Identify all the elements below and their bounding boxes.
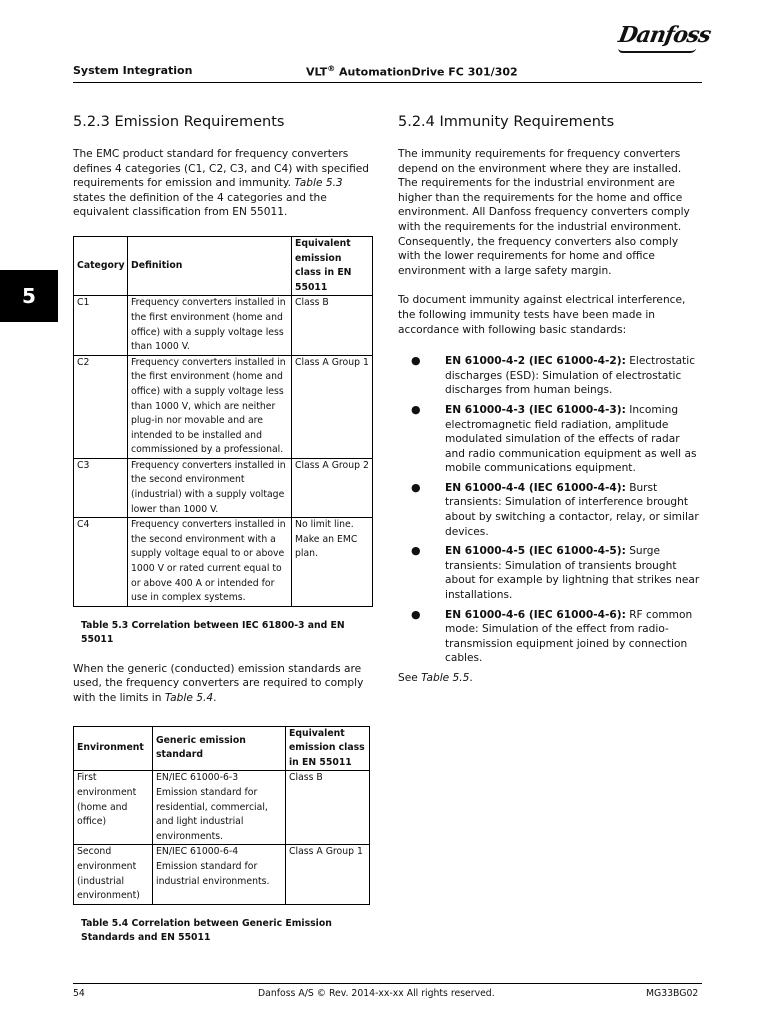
cell-definition: Frequency converters installed in the second environment with a supply voltage equal to or above 1000 V or rated current equal to or above 400 A or intended for use in complex systems. xyxy=(128,518,292,607)
table-5-4-caption: Table 5.4 Correlation between Generic Emission Standards and EN 55011 xyxy=(81,917,332,943)
cell-category: C2 xyxy=(74,355,128,458)
immunity-tests-para: To document immunity against electrical interference, the following immunity tests have been made in accordance with following basic standards: xyxy=(398,294,686,336)
logo-swash xyxy=(618,48,697,53)
table-header-row xyxy=(74,236,373,295)
para2-text-2: . xyxy=(213,692,217,704)
chapter-tab: 5 xyxy=(0,270,58,322)
header-rule xyxy=(73,82,702,83)
immunity-standards-list xyxy=(398,354,702,666)
intro-text-2: states the definition of the 4 categories and the equivalent classification from EN 55011. xyxy=(73,191,327,219)
footer-rule xyxy=(73,983,702,984)
logo-text: Danfoss xyxy=(616,22,713,48)
cell-environment: Second environment (industrial environment) xyxy=(74,845,153,904)
cell-equivalent: No limit line. Make an EMC plan. xyxy=(292,518,373,607)
table-row xyxy=(74,771,370,845)
col-header-definition: Definition xyxy=(128,236,292,295)
bullet-icon: ● xyxy=(411,354,421,368)
table-row xyxy=(74,518,373,607)
header-section-label: System Integration xyxy=(73,64,193,77)
standard-desc: Electrostatic discharges (ESD): Simulation of electrostatic discharges from human beings. xyxy=(445,355,696,397)
cell-category: C1 xyxy=(74,296,128,355)
list-item xyxy=(398,481,702,539)
registered-mark: ® xyxy=(327,64,336,73)
cell-equivalent: Class B xyxy=(286,771,370,845)
cell-standard: EN/IEC 61000-6-3 Emission standard for residential, commercial, and light industrial environments. xyxy=(153,771,286,845)
immunity-intro: The immunity requirements for frequency converters depend on the environment where they are installed. The requirements for the industrial environment are higher than the requirements for the home and office environment. All Danfoss frequency converters comply with the requirements for the industrial environment. Consequently, the frequency converters also comply with the lower requirements for home and office environment with a large safety margin. xyxy=(398,148,690,277)
standard-desc: Surge transients: Simulation of transients brought about for example by lightning that strikes near installations. xyxy=(445,545,700,602)
standard-name: EN 61000-4-6 (IEC 61000-4-6): xyxy=(445,608,626,621)
table-5-3 xyxy=(73,236,373,607)
table-ref-5-5[interactable]: Table 5.5 xyxy=(421,672,470,684)
see-table-para xyxy=(398,671,702,686)
cell-equivalent: Class A Group 1 xyxy=(292,355,373,458)
bullet-icon: ● xyxy=(411,402,421,416)
table-ref-5-3[interactable]: Table 5.3 xyxy=(294,177,343,190)
col-header-generic-standard: Generic emission standard xyxy=(153,726,286,771)
cell-environment: First environment (home and office) xyxy=(74,771,153,845)
bullet-icon: ● xyxy=(411,607,421,621)
list-item xyxy=(398,608,702,666)
table-header-row xyxy=(74,726,370,771)
cell-definition: Frequency converters installed in the first environment (home and office) with a supply voltage less than 1000 V, which are neither plug-in nor movable and are intended to be installed and commissioned by a professional. xyxy=(128,355,292,458)
emission-intro xyxy=(73,147,373,220)
table-5-3-caption: Table 5.3 Correlation between IEC 61800-3 and EN 55011 xyxy=(81,619,345,645)
cell-definition: Frequency converters installed in the second environment (industrial) with a supply voltage lower than 1000 V. xyxy=(128,458,292,517)
cell-category: C3 xyxy=(74,458,128,517)
section-title-emission: 5.2.3 Emission Requirements xyxy=(73,114,285,130)
cell-category: C4 xyxy=(74,518,128,607)
left-column xyxy=(73,114,373,945)
bullet-icon: ● xyxy=(411,544,421,558)
cell-definition: Frequency converters installed in the first environment (home and office) with a supply voltage less than 1000 V. xyxy=(128,296,292,355)
table-row xyxy=(74,355,373,458)
standard-desc: RF common mode: Simulation of the effect from radio-transmission equipment joined by connection cables. xyxy=(445,608,693,665)
para2-text-1: When the generic (conducted) emission standards are used, the frequency converters are required to comply with the limits in xyxy=(73,662,364,704)
standard-desc: Burst transients: Simulation of interference brought about by switching a contactor, relay, or similar devices. xyxy=(445,481,699,538)
see-text-2: . xyxy=(469,672,473,684)
table-row xyxy=(74,296,373,355)
bullet-icon: ● xyxy=(411,480,421,494)
intro-text-1: The EMC product standard for frequency converters defines 4 categories (C1, C2, C3, and C4) with specified requirements for emission and immunity. xyxy=(73,148,370,190)
header-product-title xyxy=(306,64,518,79)
section-title-immunity: 5.2.4 Immunity Requirements xyxy=(398,114,615,130)
standard-name: EN 61000-4-3 (IEC 61000-4-3): xyxy=(445,403,626,416)
table-ref-5-4[interactable]: Table 5.4 xyxy=(164,692,214,704)
standard-desc: Incoming electromagnetic field radiation, amplitude modulated simulation of the effects of radar and radio communication equipment as well as mobile communications equipment. xyxy=(445,403,697,475)
list-item xyxy=(398,403,702,476)
standard-name: EN 61000-4-5 (IEC 61000-4-5): xyxy=(445,545,626,558)
danfoss-logo xyxy=(615,22,713,56)
cell-standard: EN/IEC 61000-6-4 Emission standard for industrial environments. xyxy=(153,845,286,904)
table-row xyxy=(74,845,370,904)
cell-equivalent: Class A Group 2 xyxy=(292,458,373,517)
standard-name: EN 61000-4-4 (IEC 61000-4-4): xyxy=(445,481,626,494)
col-header-environment: Environment xyxy=(74,726,153,771)
document-code: MG33BG02 xyxy=(646,988,699,999)
list-item xyxy=(398,544,702,602)
table-5-4 xyxy=(73,726,370,905)
right-column xyxy=(398,114,702,686)
footer-copyright: Danfoss A/S © Rev. 2014-xx-xx All rights reserved. xyxy=(258,988,495,999)
col-header-equivalent: Equivalent emission class in EN 55011 xyxy=(286,726,370,771)
page-number: 54 xyxy=(73,988,85,999)
col-header-equivalent: Equivalent emission class in EN 55011 xyxy=(292,236,373,295)
emission-generic-para xyxy=(73,662,373,706)
list-item xyxy=(398,354,702,398)
product-prefix: VLT xyxy=(306,65,328,79)
cell-equivalent: Class A Group 1 xyxy=(286,845,370,904)
product-suffix: AutomationDrive FC 301/302 xyxy=(335,65,518,79)
cell-equivalent: Class B xyxy=(292,296,373,355)
see-text-1: See xyxy=(398,672,422,684)
table-row xyxy=(74,458,373,517)
col-header-category: Category xyxy=(74,236,128,295)
standard-name: EN 61000-4-2 (IEC 61000-4-2): xyxy=(445,355,626,368)
